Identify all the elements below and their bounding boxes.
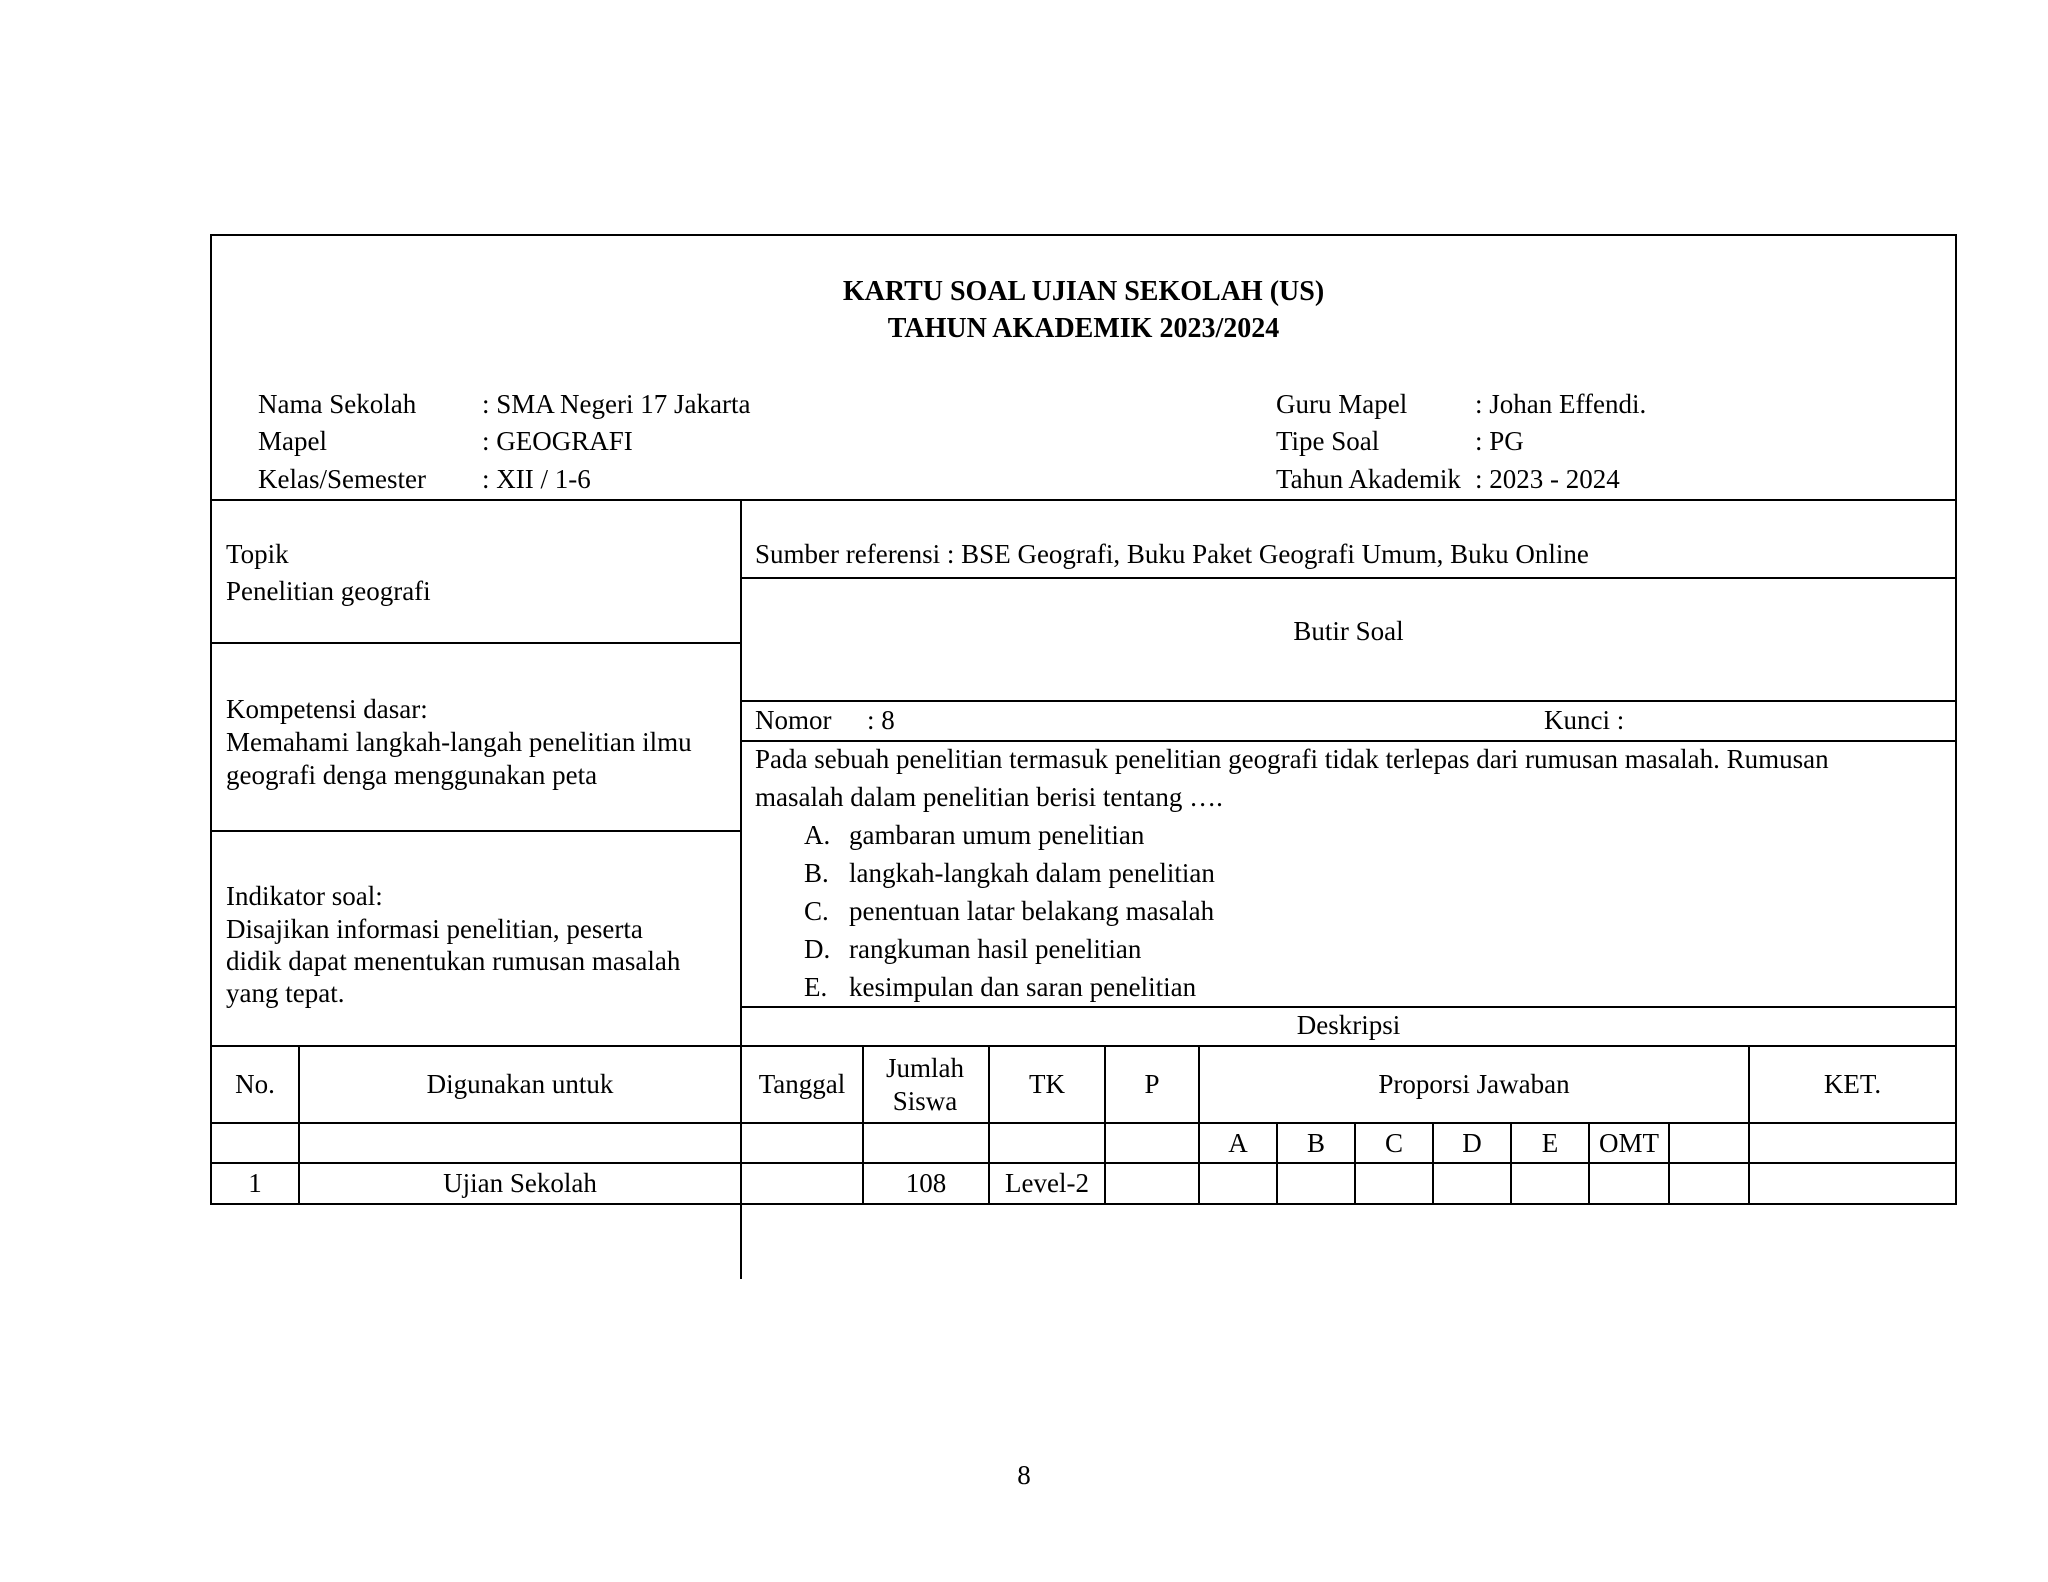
row-tk: Level-2: [1005, 1168, 1089, 1198]
sub-header-d: D: [1462, 1127, 1482, 1158]
sub-header-e: E: [1541, 1127, 1559, 1158]
option-text: kesimpulan dan saran penelitian: [849, 972, 1197, 1002]
competency-line: Memahami langkah-langah penelitian ilmu: [226, 727, 692, 757]
question-text: masalah dalam penelitian berisi tentang ….: [755, 782, 1223, 812]
divider: [212, 499, 1955, 501]
col-header-students: Jumlah Siswa: [886, 1052, 964, 1116]
info-value-type: : PG: [1475, 426, 1524, 456]
info-value-class: : XII / 1-6: [482, 464, 591, 494]
option-text: penentuan latar belakang masalah: [849, 896, 1215, 926]
info-label-class: Kelas/Semester: [258, 464, 426, 494]
indicator-line: Disajikan informasi penelitian, peserta: [226, 914, 643, 944]
divider: [740, 577, 1955, 579]
row-date: [742, 1164, 862, 1203]
topic-value: Penelitian geografi: [226, 576, 431, 606]
col-header-p: P: [1144, 1069, 1160, 1099]
option-text: gambaran umum penelitian: [849, 820, 1145, 850]
option-letter: D.: [804, 934, 831, 964]
row-no: 1: [248, 1168, 262, 1198]
info-label-subject: Mapel: [258, 426, 327, 456]
answer-key-label: Kunci :: [1544, 705, 1625, 735]
col-header-used-for: Digunakan untuk: [426, 1069, 614, 1099]
col-header-no: No.: [235, 1069, 275, 1099]
card-title: KARTU SOAL UJIAN SEKOLAH (US): [842, 276, 1325, 307]
item-heading: Butir Soal: [1293, 616, 1404, 646]
card-subtitle: TAHUN AKADEMIK 2023/2024: [887, 313, 1280, 344]
info-value-school: : SMA Negeri 17 Jakarta: [482, 389, 751, 419]
sub-header-a: A: [1228, 1127, 1248, 1158]
option-letter: B.: [804, 858, 829, 888]
divider: [212, 1122, 1955, 1124]
divider: [740, 700, 1955, 702]
info-value-teacher: : Johan Effendi.: [1475, 389, 1647, 419]
description-heading: Deskripsi: [1296, 1010, 1401, 1040]
info-value-year: : 2023 - 2024: [1475, 464, 1620, 494]
info-label-year: Tahun Akademik: [1276, 464, 1461, 494]
row-p: [1106, 1164, 1198, 1203]
info-label-teacher: Guru Mapel: [1276, 389, 1408, 419]
option-text: langkah-langkah dalam penelitian: [849, 858, 1215, 888]
question-card: [210, 234, 1957, 1205]
page-number: 8: [1017, 1460, 1031, 1490]
sub-header-b: B: [1306, 1127, 1325, 1158]
indicator-label: Indikator soal:: [226, 881, 383, 911]
number-label: Nomor: [755, 705, 832, 735]
divider: [1668, 1122, 1670, 1203]
option-letter: E.: [804, 972, 828, 1002]
col-header-date: Tanggal: [758, 1069, 846, 1099]
info-label-school: Nama Sekolah: [258, 389, 417, 419]
col-header-tk: TK: [1029, 1069, 1065, 1099]
option-letter: C.: [804, 896, 829, 926]
divider: [212, 642, 740, 644]
sub-header-omt: OMT: [1599, 1127, 1659, 1158]
competency-label: Kompetensi dasar:: [226, 694, 428, 724]
col-header-notes: KET.: [1823, 1069, 1882, 1099]
question-text: Pada sebuah penelitian termasuk penelitian geografi tidak terlepas dari rumusan masalah. Rumusan: [755, 744, 1829, 774]
number-value: : 8: [867, 705, 895, 735]
row-used-for: Ujian Sekolah: [443, 1168, 597, 1198]
info-value-subject: : GEOGRAFI: [482, 426, 633, 456]
reference-source: Sumber referensi : BSE Geografi, Buku Paket Geografi Umum, Buku Online: [755, 539, 1589, 569]
competency-line: geografi denga menggunakan peta: [226, 760, 598, 790]
col-header-answer-proportion: Proporsi Jawaban: [1378, 1069, 1570, 1099]
divider: [212, 830, 740, 832]
indicator-line: yang tepat.: [226, 978, 345, 1008]
topic-label: Topik: [226, 539, 289, 569]
option-text: rangkuman hasil penelitian: [849, 934, 1142, 964]
sub-header-c: C: [1384, 1127, 1403, 1158]
info-label-type: Tipe Soal: [1276, 426, 1380, 456]
indicator-line: didik dapat menentukan rumusan masalah: [226, 946, 681, 976]
row-students: 108: [905, 1168, 947, 1198]
option-letter: A.: [804, 820, 831, 850]
